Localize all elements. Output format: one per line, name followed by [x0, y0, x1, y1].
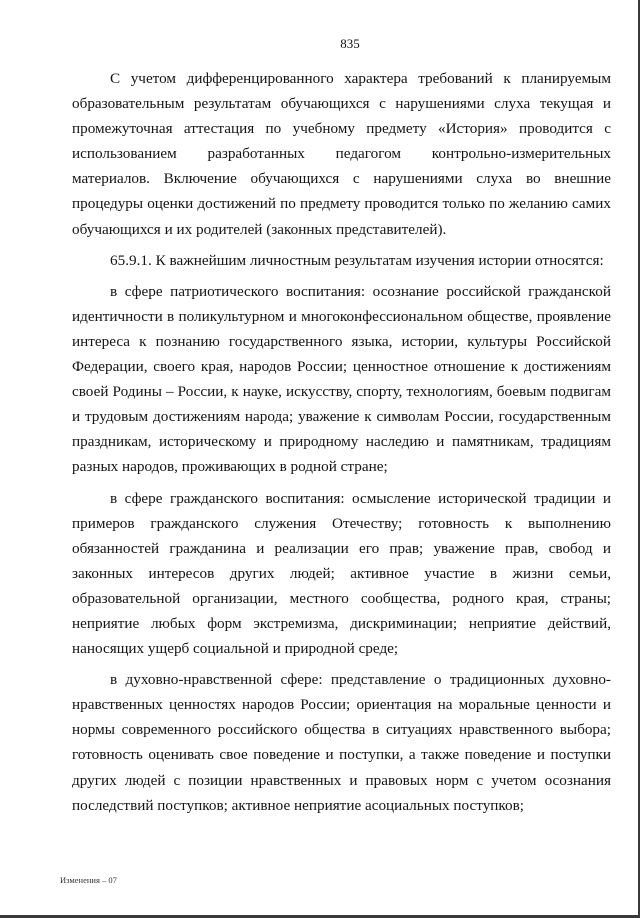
paragraph-section-heading: 65.9.1. К важнейшим личностным результатам изучения истории относятся: — [110, 251, 604, 269]
footer-revision-note: Изменения – 07 — [60, 875, 117, 885]
body-text — [72, 66, 611, 818]
paragraph-spiritual-moral: в духовно-нравственной сфере: представление о традиционных духовно-нравственных ценностях народов России; ориентация на моральные ценности и нормы современного российского общества в ситуациях нравственного выбора; готовность оценивать свое поведение и поступки, а также поведение и поступки других людей с позиции нравственных и правовых норм с учетом осознания последствий поступков; активное неприятие асоциальных поступков; — [72, 671, 611, 814]
paragraph-assessment: С учетом дифференцированного характера требований к планируемым образовательным результатам обучающихся с нарушениями слуха текущая и промежуточная аттестация по учебному предмету «История» проводится с использованием разработанных педагогом контрольно-измерительных материалов. Включение обучающихся с нарушениями слуха во внешние процедуры оценки достижений по предмету проводится только по желанию самих обучающихся и их родителей (законных представителей). — [72, 70, 611, 238]
paragraph-patriotic-education: в сфере патриотического воспитания: осознание российской гражданской идентичности в поликультурном и многоконфессиональном обществе, проявление интереса к познанию государственного языка, истории, культуры Российской Федерации, своего края, народов России; ценностное отношение к достижениям своей Родины – России, к науке, искусству, спорту, технологиям, боевым подвигам и трудовым достижениям народа; уважение к символам России, государственным праздникам, историческому и природному наследию и памятникам, традициям разных народов, проживающих в родной стране; — [72, 282, 611, 476]
page-number: 835 — [340, 36, 360, 51]
paragraph-civic-education: в сфере гражданского воспитания: осмысление исторической традиции и примеров гражданского служения Отечеству; готовность к выполнению обязанностей гражданина и реализации его прав; уважение прав, свобод и законных интересов других людей; активное участие в жизни семьи, образовательной организации, местного сообщества, родного края, страны; неприятие любых форм экстремизма, дискриминации; неприятие действий, наносящих ущерб социальной и природной среде; — [72, 489, 611, 658]
